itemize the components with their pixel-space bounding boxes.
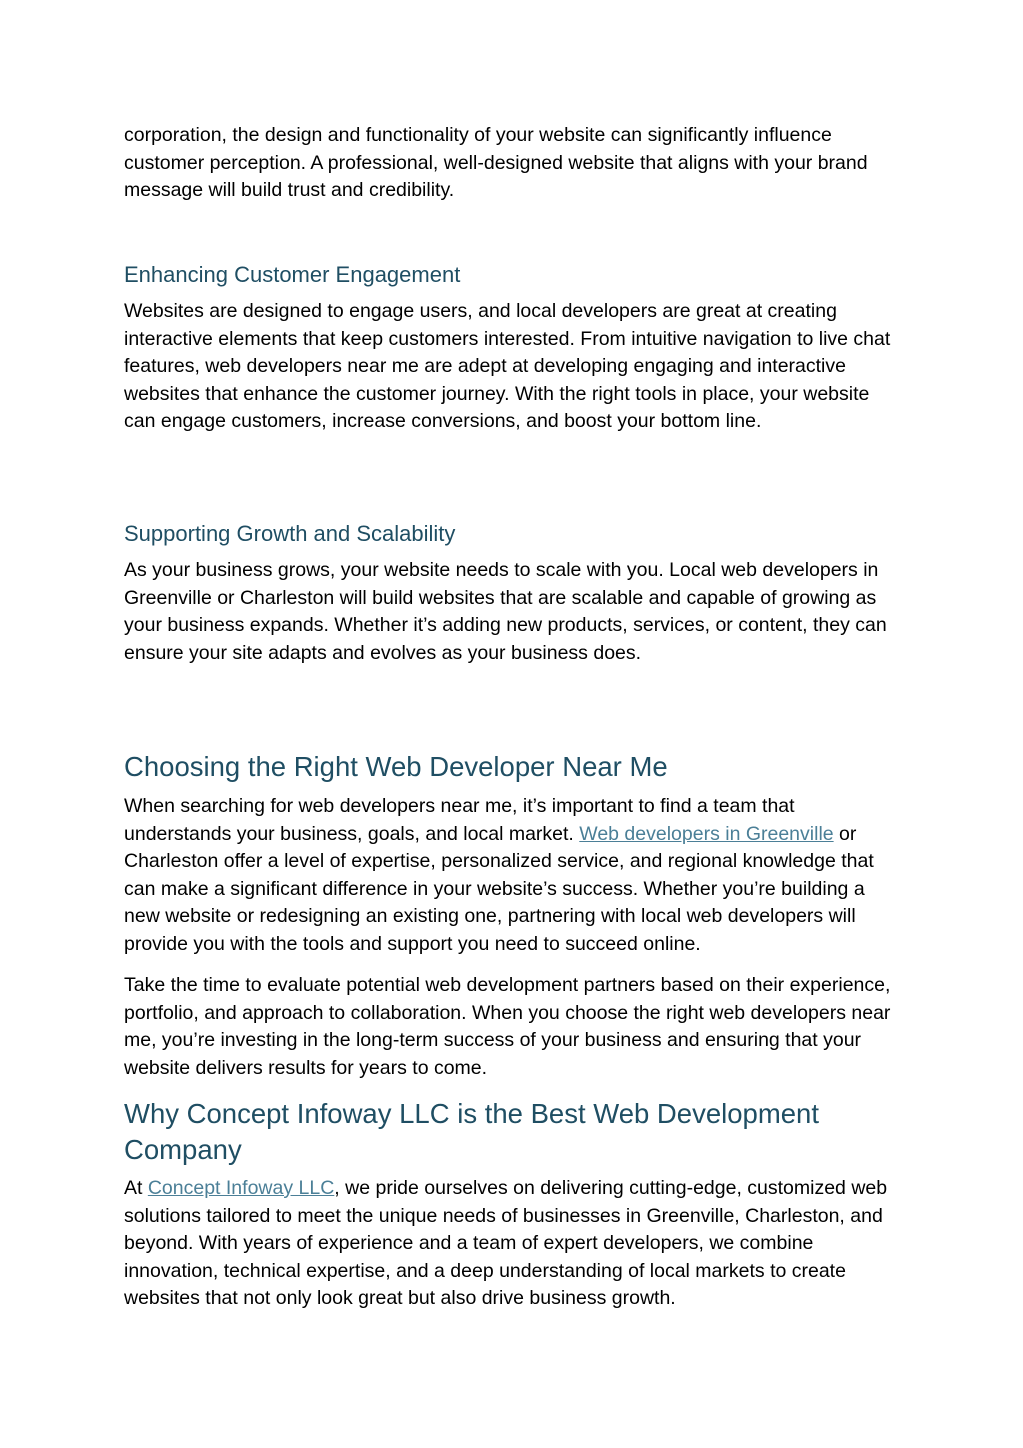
growth-paragraph: As your business grows, your website needs to scale with you. Local web developers in Greenville or Charleston will build websites that are scalable and capable of growing as your business expands. Whether it’s adding new products, services, or content, they can ensure your site adapts and evolves as your business does.	[124, 559, 887, 664]
engagement-paragraph: Websites are designed to engage users, and local developers are great at creating interactive elements that keep customers interested. From intuitive navigation to live chat features, web developers near me are adept at developing engaging and interactive websites that enhance the customer journey. With the right tools in place, your website can engage customers, increase conversions, and boost your bottom line.	[124, 300, 891, 432]
intro-paragraph: corporation, the design and functionality of your website can significantly influence customer perception. A professional, well-designed website that aligns with your brand message will build trust and credibility.	[124, 124, 868, 201]
concept-infoway-link[interactable]: Concept Infoway LLC	[147, 1177, 335, 1199]
why-heading: Why Concept Infoway LLC is the Best Web Development Company	[124, 1098, 819, 1165]
choosing-heading: Choosing the Right Web Developer Near Me	[124, 751, 668, 782]
choosing-text-after: or Charleston offer a level of expertise, personalized service, and regional knowledge that can make a significant difference in your website’s success. Whether you’re building a new website or redesigning an existing one, partnering with local web developers will provide you with the tools and support you need to succeed online.	[124, 822, 874, 955]
why-text-after: , we pride ourselves on delivering cutting-edge, customized web solutions tailored to meet the unique needs of businesses in Greenville, Charleston, and beyond. With years of experience and a team of expert developers, we combine innovation, technical expertise, and a deep understanding of local markets to create websites that not only look great but also drive business growth.	[124, 1177, 888, 1309]
engagement-heading: Enhancing Customer Engagement	[124, 262, 461, 287]
choosing-text-before: When searching for web developers near me, it’s important to find a team that understands your business, goals, and local market.	[124, 795, 795, 845]
why-text-before: At	[124, 1177, 148, 1199]
choosing-paragraph-2: Take the time to evaluate potential web development partners based on their experience, portfolio, and approach to collaboration. When you choose the right web developers near me, you’re investing in the long-term success of your business and ensuring that your website delivers results for years to come.	[124, 974, 891, 1079]
growth-heading: Supporting Growth and Scalability	[124, 521, 456, 546]
why-paragraph	[124, 1175, 904, 1313]
choosing-paragraph-1	[124, 793, 904, 958]
greenville-developers-link[interactable]: Web developers in Greenville	[579, 822, 834, 845]
